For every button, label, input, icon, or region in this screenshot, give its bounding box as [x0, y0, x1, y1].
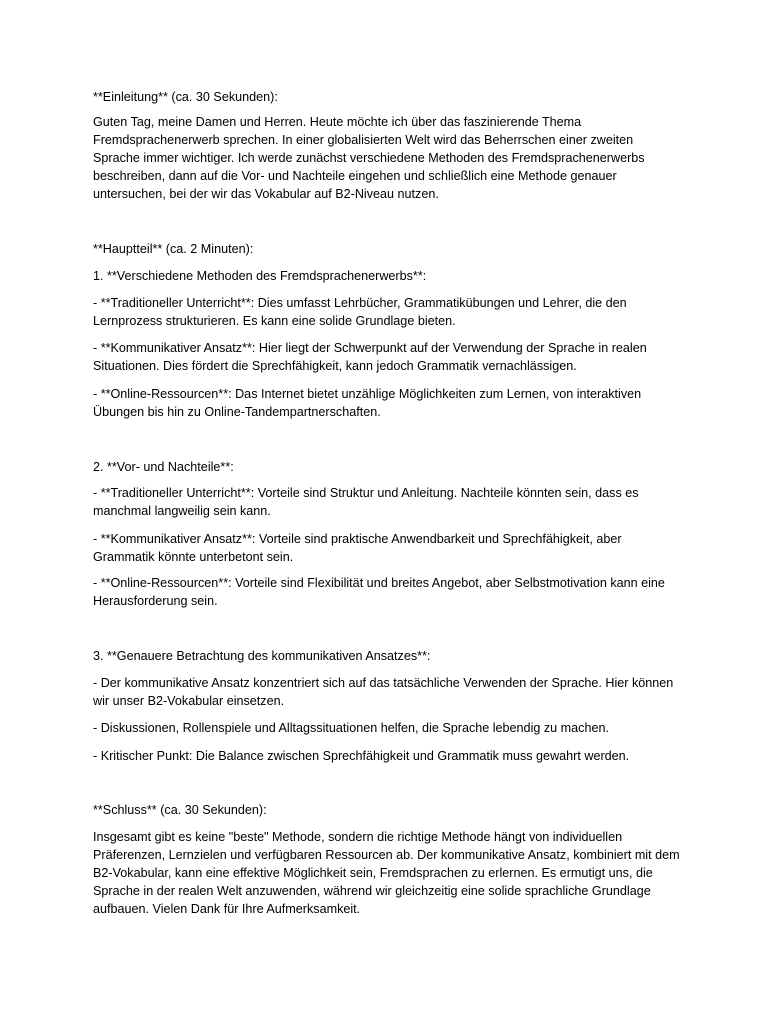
- main-heading: **Hauptteil** (ca. 2 Minuten):: [93, 242, 254, 256]
- section-3-item-2: - Diskussionen, Rollenspiele und Alltagssituationen helfen, die Sprache lebendig zu machen.: [93, 721, 609, 735]
- section-2-title: 2. **Vor- und Nachteile**:: [93, 460, 234, 474]
- intro-text: Guten Tag, meine Damen und Herren. Heute möchte ich über das faszinierende Thema Fremdsprachenerwerb sprechen. In einer globalisierten Welt wird das Beherrschen einer zweiten Sprache immer wichtiger. Ich werde zunächst verschiedene Methoden des Fremdsprachenerwerbs beschreiben, dann auf die Vor- und Nachteile eingehen und schließlich eine Methode genauer untersuchen, bei der wir das Vokabular auf B2-Niveau nutzen.: [93, 115, 645, 201]
- intro-heading: **Einleitung** (ca. 30 Sekunden):: [93, 90, 278, 104]
- section-1-item-1: - **Traditioneller Unterricht**: Dies umfasst Lehrbücher, Grammatikübungen und Lehrer, die den Lernprozess strukturieren. Es kann eine solide Grundlage bieten.: [93, 296, 627, 328]
- section-1-item-3: - **Online-Ressourcen**: Das Internet bietet unzählige Möglichkeiten zum Lernen, von interaktiven Übungen bis hin zu Online-Tandempartnerschaften.: [93, 387, 642, 419]
- section-3-item-3: - Kritischer Punkt: Die Balance zwischen Sprechfähigkeit und Grammatik muss gewahrt werden.: [93, 749, 630, 763]
- section-2-item-1: - **Traditioneller Unterricht**: Vorteile sind Struktur und Anleitung. Nachteile könnten sein, dass es manchmal langweilig sein kann.: [93, 486, 639, 518]
- conclusion-heading: **Schluss** (ca. 30 Sekunden):: [93, 803, 267, 817]
- section-3-item-1: - Der kommunikative Ansatz konzentriert sich auf das tatsächliche Verwenden der Sprache. Hier können wir unser B2-Vokabular einsetzen.: [93, 676, 674, 708]
- conclusion-text: Insgesamt gibt es keine "beste" Methode, sondern die richtige Methode hängt von individuellen Präferenzen, Lernzielen und verfügbaren Ressourcen ab. Der kommunikative Ansatz, kombiniert mit dem B2-Vokabular, kann eine effektive Möglichkeit sein, Fremdsprachen zu erlernen. Es ermutigt uns, die Sprache in der realen Welt anzuwenden, während wir gleichzeitig eine solide sprachliche Grundlage aufbauen. Vielen Dank für Ihre Aufmerksamkeit.: [93, 830, 680, 916]
- section-2-item-3: - **Online-Ressourcen**: Vorteile sind Flexibilität und breites Angebot, aber Selbstmotivation kann eine Herausforderung sein.: [93, 576, 665, 608]
- section-3-title: 3. **Genauere Betrachtung des kommunikativen Ansatzes**:: [93, 649, 431, 663]
- section-1-title: 1. **Verschiedene Methoden des Fremdsprachenerwerbs**:: [93, 269, 427, 283]
- section-1-item-2: - **Kommunikativer Ansatz**: Hier liegt der Schwerpunkt auf der Verwendung der Sprache in realen Situationen. Dies fördert die Sprechfähigkeit, kann jedoch Grammatik vernachlässigen.: [93, 341, 647, 373]
- section-2-item-2: - **Kommunikativer Ansatz**: Vorteile sind praktische Anwendbarkeit und Sprechfähigkeit, aber Grammatik könnte unterbetont sein.: [93, 532, 622, 564]
